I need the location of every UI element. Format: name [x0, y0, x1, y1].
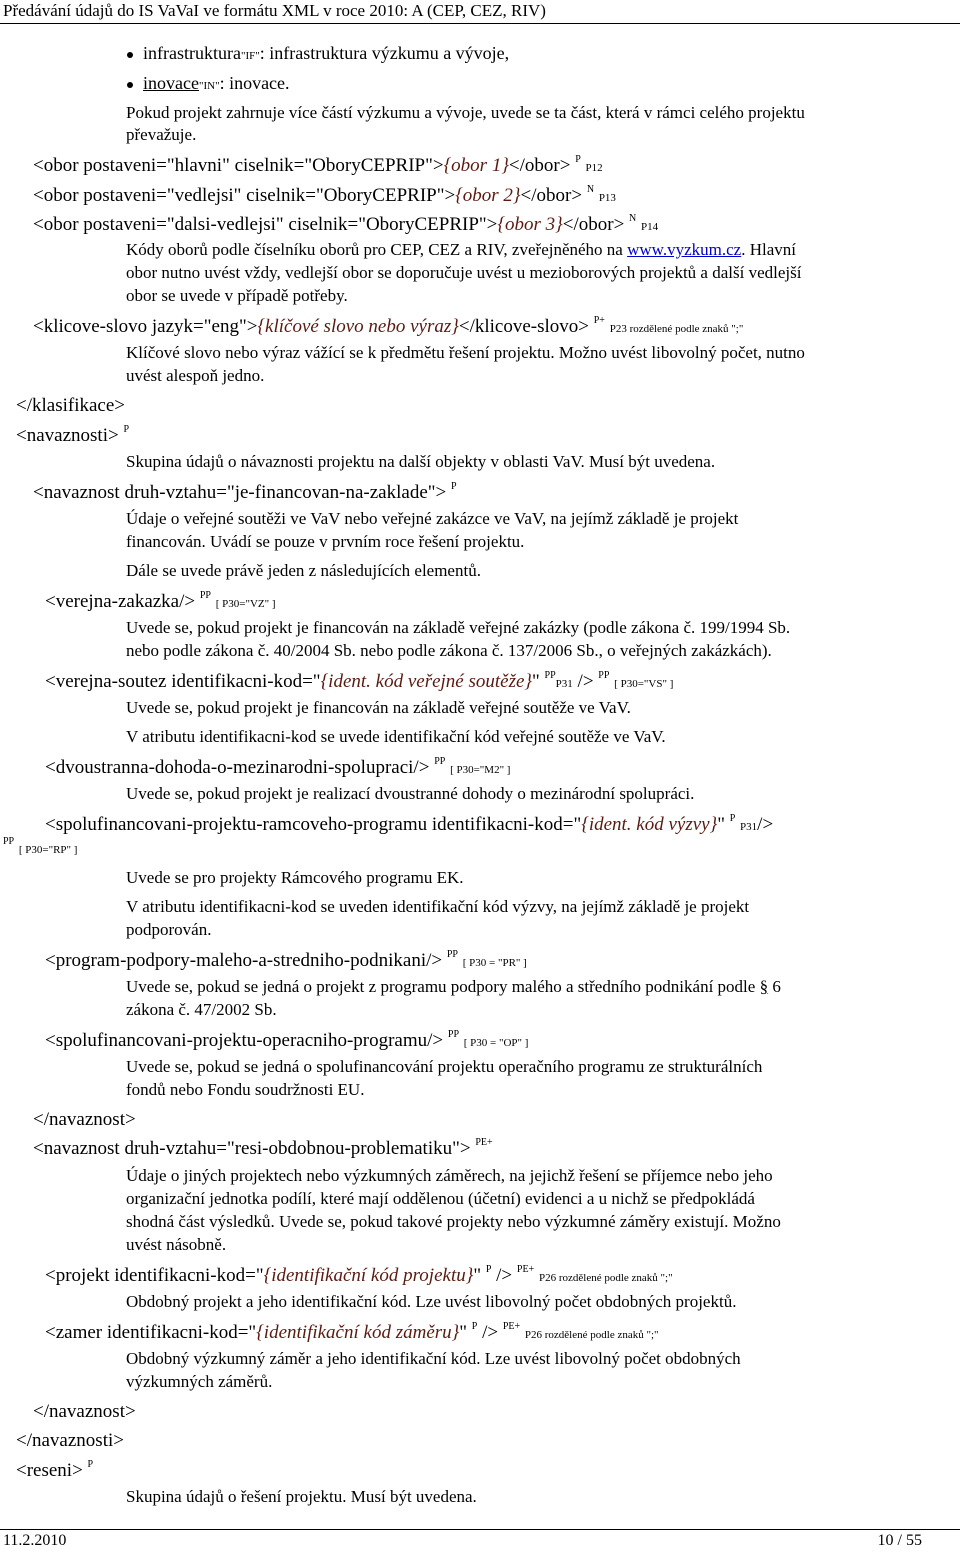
paragraph: Uvede se, pokud projekt je financován na základě veřejné zakázky (podle zákona č. 199/1994 Sb.: [126, 618, 791, 637]
paragraph: nebo podle zákona č. 40/2004 Sb. nebo podle zákona č. 137/2006 Sb., o veřejných zakázkách).: [126, 641, 772, 660]
paragraph: Obdobný výzkumný záměr a jeho identifikační kód. Lze uvést libovolný počet obdobných: [126, 1349, 741, 1368]
paragraph: obor se uvede v případě potřeby.: [126, 286, 348, 305]
paragraph: Klíčové slovo nebo výraz vážící se k předmětu řešení projektu. Možno uvést libovolný počet, nutno: [126, 343, 805, 362]
paragraph: Uvede se, pokud se jedná o projekt z programu podpory malého a středního podnikání podle § 6: [126, 977, 781, 996]
list-item: inovace"IN": inovace.: [143, 73, 290, 93]
paragraph: Uvede se, pokud projekt je financován na základě veřejné soutěže ve VaV.: [126, 698, 631, 717]
paragraph: organizační jednotka podílí, které mají oddělenou (účetní) evidenci a u nichž se předpokládá: [126, 1189, 755, 1208]
footer-page-number: 10 / 55: [877, 1532, 922, 1549]
footer-date: 11.2.2010: [3, 1532, 67, 1549]
paragraph: Pokud projekt zahrnuje více částí výzkumu a vývoje, uvede se ta část, která v rámci celého projektu: [126, 103, 805, 122]
paragraph: Skupina údajů o řešení projektu. Musí být uvedena.: [126, 1487, 477, 1506]
code-line-program-podpory: <program-podpory-maleho-a-stredniho-podnikani/> $^{PP}$ [ P30 = "PR" ]: [45, 949, 527, 971]
paragraph: Dále se uvede právě jeden z následujících elementů.: [126, 561, 481, 580]
paragraph: Uvede se pro projekty Rámcového programu EK.: [126, 868, 464, 887]
paragraph: uvést násobně.: [126, 1235, 227, 1254]
bullet-dot: [127, 52, 133, 58]
paragraph: Údaje o veřejné soutěži ve VaV nebo veřejné zakázce ve VaV, na jejímž základě je projekt: [126, 509, 739, 528]
paragraph: Uvede se, pokud se jedná o spolufinancování projektu operačního programu ze strukturálních: [126, 1057, 763, 1076]
header-title: Předávání údajů do IS VaVaI ve formátu XML v roce 2010: A (CEP, CEZ, RIV): [3, 1, 546, 20]
paragraph: Kódy oborů podle číselníku oborů pro CEP, CEZ a RIV, zveřejněného na www.vyzkum.cz. Hlavní: [126, 240, 796, 259]
paragraph: financován. Uvádí se pouze v prvním roce řešení projektu.: [126, 532, 525, 551]
paragraph: uvést alespoň jedno.: [126, 366, 265, 385]
code-line-verejna-soutez: <verejna-soutez identifikacni-kod="{ident. kód veřejné soutěže}" $^{PP}$P31 /> $^{PP}$ [ P30="VS" ]: [45, 670, 674, 692]
code-line-spolufinancovani-ramcoveho: <spolufinancovani-projektu-ramcoveho-programu identifikacni-kod="{ident. kód výzvy}" $^P$ P31/>: [45, 813, 774, 835]
code-line-obor-2: <obor postaveni="vedlejsi" ciselnik="OboryCEPRIP">{obor 2}</obor> $^N$ P13: [33, 184, 616, 206]
bullet-dot: [127, 82, 133, 88]
paragraph: V atributu identifikacni-kod se uvede identifikační kód veřejné soutěže ve VaV.: [126, 727, 666, 746]
paragraph: Skupina údajů o návaznosti projektu na další objekty v oblasti VaV. Musí být uvedena.: [126, 452, 716, 471]
code-line-navaznost-close: </navaznost>: [33, 1401, 136, 1422]
code-line-spolufinancovani-operacniho: <spolufinancovani-projektu-operacniho-programu/> $^{PP}$ [ P30 = "OP" ]: [45, 1029, 529, 1051]
code-line-projekt: <projekt identifikacni-kod="{identifikační kód projektu}" $^P$ /> $^{PE+}$ P26 rozdělené podle znaků ";": [45, 1264, 673, 1286]
paragraph: fondů nebo Fondu soudržnosti EU.: [126, 1080, 365, 1099]
paragraph: obor nutno uvést vždy, vedlejší obor se doporučuje uvést u mezioborových projektů a další vedlejší: [126, 263, 802, 282]
code-line-navaznost-financovan: <navaznost druh-vztahu="je-financovan-na-zaklade"> $^P$: [33, 481, 457, 503]
paragraph: zákona č. 47/2002 Sb.: [126, 1000, 277, 1019]
paragraph: V atributu identifikacni-kod se uveden identifikační kód výzvy, na jejímž základě je projekt: [126, 897, 750, 916]
code-line-continuation: $^{PP}$ [ P30="RP" ]: [3, 836, 78, 856]
paragraph: výzkumných záměrů.: [126, 1372, 273, 1391]
code-line-verejna-zakazka: <verejna-zakazka/> $^{PP}$ [ P30="VZ" ]: [45, 590, 276, 612]
code-line-navaznosti: <navaznosti> $^P$: [16, 424, 129, 446]
paragraph: Obdobný projekt a jeho identifikační kód. Lze uvést libovolný počet obdobných projektů.: [126, 1292, 737, 1311]
code-line-navaznost-close: </navaznost>: [33, 1109, 136, 1130]
code-line-klasifikace-close: </klasifikace>: [16, 395, 125, 416]
code-line-obor-1: <obor postaveni="hlavni" ciselnik="OboryCEPRIP">{obor 1}</obor> $^P$ P12: [33, 154, 603, 176]
code-line-navaznosti-close: </navaznosti>: [16, 1430, 124, 1451]
page-footer: [0, 1529, 960, 1551]
code-line-navaznost-resi: <navaznost druh-vztahu="resi-obdobnou-problematiku"> $^{PE+}$: [33, 1137, 493, 1159]
paragraph: shodná část výsledků. Uvede se, pokud takové projekty nebo výzkumné záměry existují. Možno: [126, 1212, 781, 1231]
code-line-dvoustranna-dohoda: <dvoustranna-dohoda-o-mezinarodni-spolupraci/> $^{PP}$ [ P30="M2" ]: [45, 756, 511, 778]
code-line-reseni: <reseni> $^P$: [16, 1459, 94, 1481]
paragraph: podporován.: [126, 920, 212, 939]
paragraph: převažuje.: [126, 125, 197, 144]
paragraph: Údaje o jiných projektech nebo výzkumných záměrech, na jejichž řešení se příjemce nebo jeho: [126, 1166, 773, 1185]
code-line-klicove-slovo: <klicove-slovo jazyk="eng">{klíčové slovo nebo výraz}</klicove-slovo> $^{P+}$ P23 rozdělené podle znaků ";": [33, 315, 744, 337]
code-line-zamer: <zamer identifikacni-kod="{identifikační kód záměru}" $^P$ /> $^{PE+}$ P26 rozdělené podle znaků ";": [45, 1321, 659, 1343]
code-line-obor-3: <obor postaveni="dalsi-vedlejsi" ciselnik="OboryCEPRIP">{obor 3}</obor> $^N$ P14: [33, 213, 659, 235]
paragraph: Uvede se, pokud projekt je realizací dvoustranné dohody o mezinárodní spolupráci.: [126, 784, 695, 803]
list-item: infrastruktura"IF": infrastruktura výzkumu a vývoje,: [143, 43, 510, 63]
vyzkum-link[interactable]: www.vyzkum.cz: [627, 240, 742, 259]
